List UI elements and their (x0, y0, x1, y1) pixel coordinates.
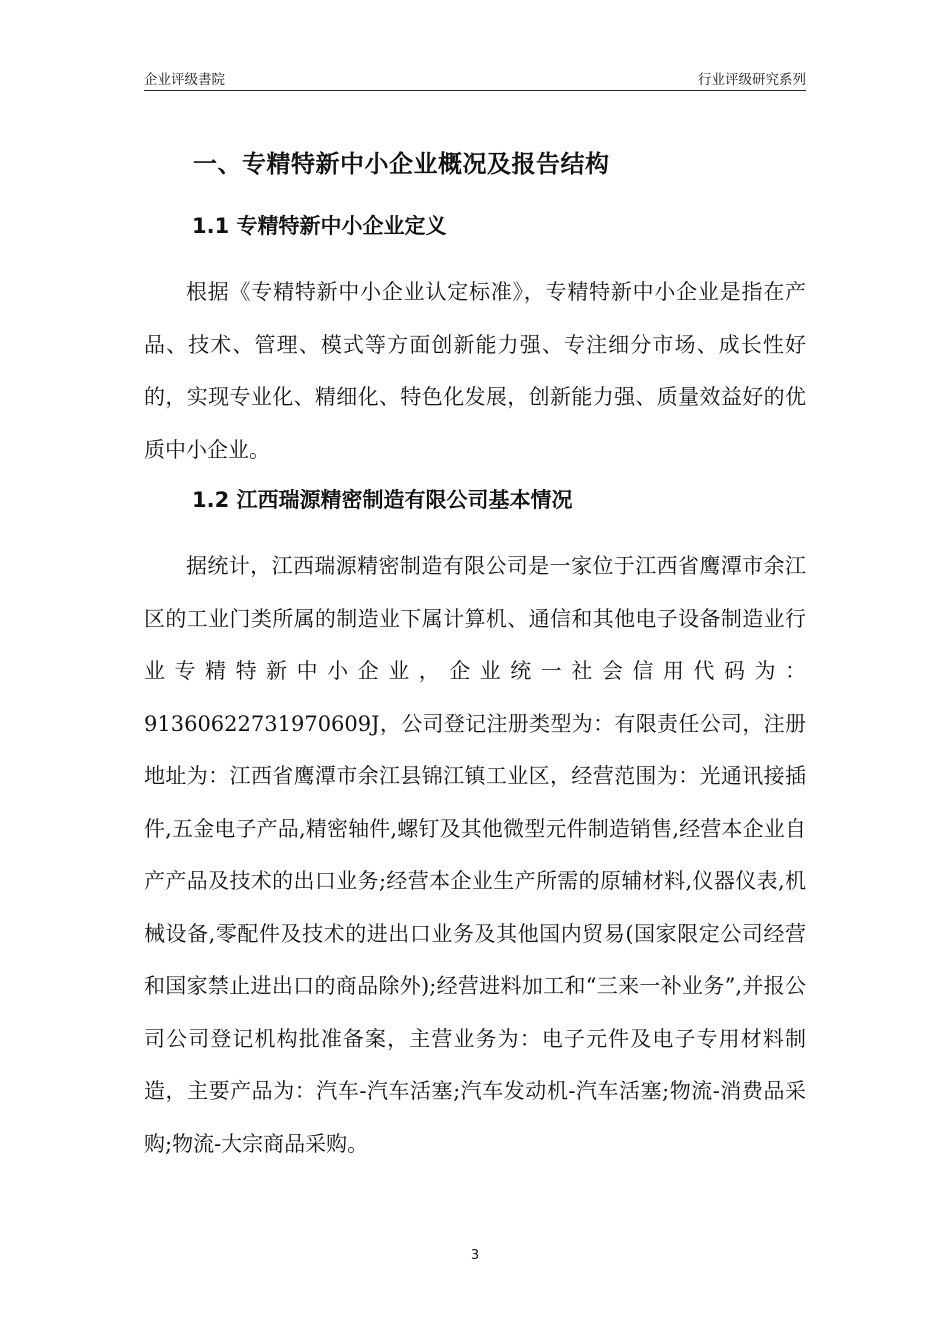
header-right-text: 行业评级研究系列 (698, 72, 806, 88)
subsection-2-body (144, 540, 806, 1170)
section-title: 一、专精特新中小企业概况及报告结构 (193, 150, 610, 178)
page-number: 3 (470, 1248, 480, 1263)
paragraph-company-info: 据统计，江西瑞源精密制造有限公司是一家位于江西省鹰潭市余江区的工业门类所属的制造业下属计算机、通信和其他电子设备制造业行业专精特新中小企业，企业统一社会信用代码为：913606227319706​09J，公司登记注册类型为：有限责任公司，注册地址为：江西省鹰潭市余江县锦江镇工业区，经营范围为：光通讯接插件,五金电子产品,精密轴件,螺钉及其他微型元件制造销售,经营本企业自产产品及技术的出口业务;经营本企业生产所需的原辅材料,仪器仪表,机械设备,零配件及技术的进出口业务及其他国内贸易(国家限定公司经营和国家禁止进出口的商品除外);经营进料加工和“三来一补业务”,并报公司公司登记机构批准备案，主营业务为：电子元件及电子专用材料制造，主要产品为：汽车-汽车活塞;汽车发动机-汽车活塞;物流-消费品采购;物流-大宗商品采购。 (144, 554, 806, 1156)
subsection-2-title: 1.2 江西瑞源精密制造有限公司基本情况 (192, 488, 573, 512)
header-left-text: 企业评级書院 (144, 72, 225, 88)
page-header (144, 68, 806, 91)
subsection-1-body (144, 266, 806, 476)
paragraph-definition: 根据《专精特新中小企业认定标准》，专精特新中小企业是指在产品、技术、管理、模式等方面创新能力强、专注细分市场、成长性好的，实现专业化、精细化、特色化发展，创新能力强、质量效益好的优质中小企业。 (144, 280, 806, 462)
subsection-1-title: 1.1 专精特新中小企业定义 (192, 214, 447, 238)
